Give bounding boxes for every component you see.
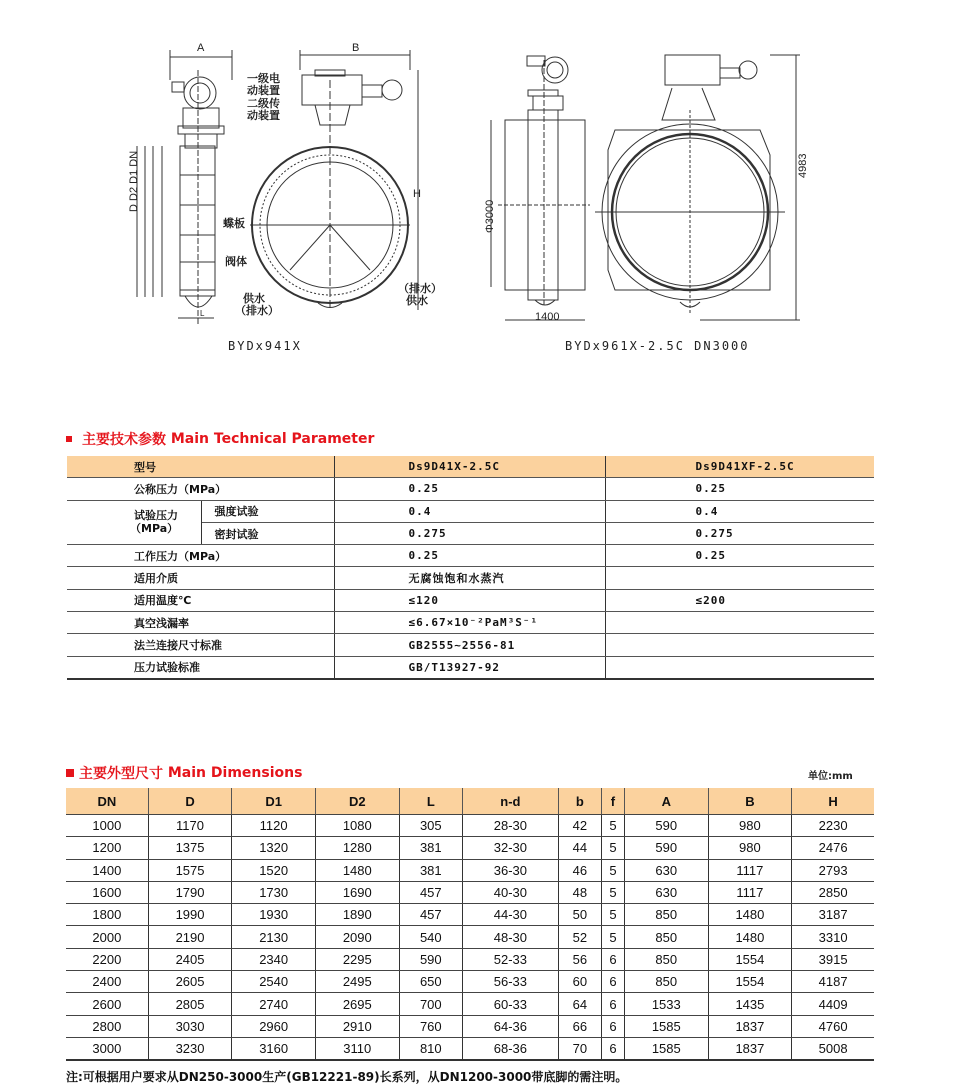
table-cell: 1120: [232, 815, 316, 837]
table-cell: 650: [399, 971, 462, 993]
table-cell: 5008: [792, 1037, 874, 1060]
column-header: D2: [315, 788, 399, 815]
table-cell: 630: [624, 881, 708, 903]
table-cell: 2230: [792, 815, 874, 837]
table-row: [67, 478, 874, 500]
table-cell: 1480: [708, 904, 792, 926]
table-cell: 56: [558, 948, 601, 970]
table-cell: 6: [601, 948, 624, 970]
table-cell: 1533: [624, 993, 708, 1015]
table-cell: 52-33: [463, 948, 559, 970]
table-row: [66, 904, 874, 926]
table-cell: 5: [601, 859, 624, 881]
table-cell: 56-33: [463, 971, 559, 993]
dimensions-header-row: [66, 788, 874, 815]
row-label: 试验压力 （MPa）: [67, 500, 201, 545]
table-cell: 810: [399, 1037, 462, 1060]
table-cell: 2960: [232, 1015, 316, 1037]
table-row: [67, 589, 874, 611]
valve-drawings-svg: [0, 0, 960, 400]
table-cell: 2850: [792, 881, 874, 903]
tech-params-title-en: Main Technical Parameter: [170, 431, 375, 447]
table-cell: 2600: [66, 993, 148, 1015]
table-cell: 1575: [148, 859, 232, 881]
tech-params-table: [67, 456, 874, 680]
table-cell: 2695: [315, 993, 399, 1015]
column-header: D: [148, 788, 232, 815]
table-cell: 3310: [792, 926, 874, 948]
table-cell: 6: [601, 993, 624, 1015]
table-cell: 1117: [708, 859, 792, 881]
table-cell: 590: [399, 948, 462, 970]
dimensions-table: [66, 788, 874, 1061]
table-cell: 2190: [148, 926, 232, 948]
row-value-1: 0.25: [334, 478, 605, 500]
table-cell: 70: [558, 1037, 601, 1060]
bullet-square-icon: [66, 769, 74, 777]
table-cell: 760: [399, 1015, 462, 1037]
dim-label-diameter: Φ3000: [484, 199, 496, 233]
right-side-view: [491, 56, 590, 320]
column-header: n-d: [463, 788, 559, 815]
table-cell: 1200: [66, 837, 148, 859]
table-cell: 1000: [66, 815, 148, 837]
table-cell: 1837: [708, 1037, 792, 1060]
table-cell: 6: [601, 1015, 624, 1037]
table-cell: 1400: [66, 859, 148, 881]
table-cell: 2340: [232, 948, 316, 970]
table-cell: 60: [558, 971, 601, 993]
table-cell: 2200: [66, 948, 148, 970]
table-cell: 1480: [315, 859, 399, 881]
table-cell: 540: [399, 926, 462, 948]
table-cell: 1790: [148, 881, 232, 903]
table-row: [66, 948, 874, 970]
label-primary-drive: 一级电 动装置: [247, 72, 280, 97]
table-cell: 3000: [66, 1037, 148, 1060]
table-cell: 2910: [315, 1015, 399, 1037]
table-cell: 1837: [708, 1015, 792, 1037]
table-cell: 1730: [232, 881, 316, 903]
table-row: [67, 634, 874, 656]
table-cell: 4187: [792, 971, 874, 993]
row-label: 适用介质: [67, 567, 334, 589]
table-cell: 3915: [792, 948, 874, 970]
row-sublabel: 强度试验: [201, 500, 334, 522]
table-cell: 6: [601, 1037, 624, 1060]
table-row: [66, 971, 874, 993]
table-cell: 4409: [792, 993, 874, 1015]
table-cell: 3230: [148, 1037, 232, 1060]
label-secondary-drive: 二级传 动装置: [247, 97, 280, 122]
label-disc: 蝶板: [223, 217, 245, 230]
label-body: 阀体: [225, 255, 247, 268]
table-cell: 2476: [792, 837, 874, 859]
table-cell: 1990: [148, 904, 232, 926]
table-cell: 64-36: [463, 1015, 559, 1037]
row-label: 法兰连接尺寸标准: [67, 634, 334, 656]
row-sublabel: 密封试验: [201, 522, 334, 544]
table-cell: 1800: [66, 904, 148, 926]
table-row: [66, 926, 874, 948]
row-value-1: GB2555~2556-81: [334, 634, 605, 656]
table-cell: 2000: [66, 926, 148, 948]
table-cell: 28-30: [463, 815, 559, 837]
table-cell: 5: [601, 926, 624, 948]
table-row: [66, 881, 874, 903]
dim-label-L: L: [200, 309, 205, 318]
label-drain-water-right: （排水） 供水: [398, 282, 442, 307]
table-cell: 850: [624, 904, 708, 926]
table-cell: 1520: [232, 859, 316, 881]
table-cell: 1375: [148, 837, 232, 859]
table-cell: 305: [399, 815, 462, 837]
table-cell: 3160: [232, 1037, 316, 1060]
table-cell: 68-36: [463, 1037, 559, 1060]
table-cell: 48-30: [463, 926, 559, 948]
row-label: 真空浅漏率: [67, 612, 334, 634]
dim-label-A: A: [197, 42, 205, 54]
table-cell: 2740: [232, 993, 316, 1015]
dim-label-B: B: [352, 42, 360, 54]
dim-label-width: 1400: [535, 311, 560, 323]
table-cell: 4760: [792, 1015, 874, 1037]
row-value-1: 0.4: [334, 500, 605, 522]
table-cell: 50: [558, 904, 601, 926]
tech-header-model2: Ds9D41XF-2.5C: [605, 456, 874, 478]
table-cell: 2805: [148, 993, 232, 1015]
table-cell: 1585: [624, 1037, 708, 1060]
table-cell: 1280: [315, 837, 399, 859]
row-label: 适用温度℃: [67, 589, 334, 611]
row-label: 压力试验标准: [67, 656, 334, 679]
bullet-square-icon: [66, 436, 72, 442]
unit-label: 单位:mm: [808, 771, 853, 782]
table-cell: 1435: [708, 993, 792, 1015]
table-cell: 381: [399, 859, 462, 881]
table-cell: 2800: [66, 1015, 148, 1037]
table-cell: 980: [708, 837, 792, 859]
table-cell: 64: [558, 993, 601, 1015]
table-cell: 457: [399, 881, 462, 903]
caption-right-drawing: BYDx961X-2.5C DN3000: [565, 339, 750, 353]
table-cell: 381: [399, 837, 462, 859]
table-cell: 42: [558, 815, 601, 837]
dimensions-title-en: Main Dimensions: [167, 765, 303, 781]
table-cell: 980: [708, 815, 792, 837]
table-cell: 1690: [315, 881, 399, 903]
table-cell: 5: [601, 881, 624, 903]
column-header: b: [558, 788, 601, 815]
row-value-2: [605, 634, 874, 656]
table-cell: 5: [601, 815, 624, 837]
table-cell: 5: [601, 837, 624, 859]
table-cell: 850: [624, 948, 708, 970]
table-cell: 52: [558, 926, 601, 948]
table-cell: 1320: [232, 837, 316, 859]
row-value-1: ≤6.67×10⁻²PaM³S⁻¹: [334, 612, 605, 634]
tech-params-title-cn: 主要技术参数: [82, 432, 166, 448]
table-cell: 6: [601, 971, 624, 993]
dim-label-H: H: [413, 188, 421, 200]
table-cell: 1170: [148, 815, 232, 837]
column-header: B: [708, 788, 792, 815]
row-value-2: 0.275: [605, 522, 874, 544]
table-cell: 60-33: [463, 993, 559, 1015]
table-cell: 66: [558, 1015, 601, 1037]
table-cell: 1890: [315, 904, 399, 926]
right-front-view: [595, 55, 800, 320]
row-value-2: 0.25: [605, 545, 874, 567]
label-supply-water-left: 供水 （排水）: [235, 292, 279, 317]
table-cell: 44: [558, 837, 601, 859]
row-value-2: [605, 656, 874, 679]
table-row: [67, 500, 874, 522]
table-cell: 44-30: [463, 904, 559, 926]
technical-drawings: [0, 0, 960, 400]
dimensions-title-cn: 主要外型尺寸: [79, 766, 163, 782]
tech-params-title: [66, 429, 374, 449]
table-cell: 1554: [708, 971, 792, 993]
table-cell: 630: [624, 859, 708, 881]
row-value-1: ≤120: [334, 589, 605, 611]
column-header: DN: [66, 788, 148, 815]
table-cell: 1480: [708, 926, 792, 948]
row-value-1: 0.25: [334, 545, 605, 567]
table-cell: 3030: [148, 1015, 232, 1037]
dim-label-D: D D2 D1 DN: [128, 150, 140, 212]
row-value-2: [605, 612, 874, 634]
table-cell: 590: [624, 837, 708, 859]
table-cell: 2540: [232, 971, 316, 993]
column-header: D1: [232, 788, 316, 815]
table-cell: 1585: [624, 1015, 708, 1037]
dimensions-title: [66, 763, 302, 783]
column-header: H: [792, 788, 874, 815]
row-value-1: 无腐蚀饱和水蒸汽: [334, 567, 605, 589]
row-label: 工作压力（MPa）: [67, 545, 334, 567]
table-cell: 48: [558, 881, 601, 903]
row-value-1: 0.275: [334, 522, 605, 544]
column-header: L: [399, 788, 462, 815]
table-cell: 1554: [708, 948, 792, 970]
table-row: [66, 837, 874, 859]
table-row: [66, 859, 874, 881]
table-row: [67, 612, 874, 634]
table-cell: 2405: [148, 948, 232, 970]
table-row: [66, 1037, 874, 1060]
left-side-view: [137, 50, 232, 325]
tech-header-label: 型号: [67, 456, 334, 478]
tech-header-model1: Ds9D41X-2.5C: [334, 456, 605, 478]
table-row: [66, 993, 874, 1015]
row-value-2: ≤200: [605, 589, 874, 611]
table-row: [67, 567, 874, 589]
table-cell: 2495: [315, 971, 399, 993]
table-cell: 46: [558, 859, 601, 881]
row-value-2: 0.25: [605, 478, 874, 500]
table-cell: 1080: [315, 815, 399, 837]
table-cell: 3110: [315, 1037, 399, 1060]
table-cell: 2130: [232, 926, 316, 948]
table-cell: 32-30: [463, 837, 559, 859]
table-row: [66, 815, 874, 837]
tech-header-row: [67, 456, 874, 478]
table-cell: 457: [399, 904, 462, 926]
table-cell: 5: [601, 904, 624, 926]
column-header: f: [601, 788, 624, 815]
footnote: 注:可根据用户要求从DN250-3000生产(GB12221-89)长系列，从DN1200-3000带底脚的需注明。: [66, 1070, 628, 1084]
row-value-2: 0.4: [605, 500, 874, 522]
dim-label-height: 4983: [797, 153, 809, 178]
table-cell: 2090: [315, 926, 399, 948]
row-value-2: [605, 567, 874, 589]
table-cell: 1930: [232, 904, 316, 926]
row-value-1: GB/T13927-92: [334, 656, 605, 679]
table-cell: 2295: [315, 948, 399, 970]
table-row: [66, 1015, 874, 1037]
table-cell: 1117: [708, 881, 792, 903]
table-cell: 2605: [148, 971, 232, 993]
table-cell: 700: [399, 993, 462, 1015]
table-row: [67, 656, 874, 679]
table-cell: 40-30: [463, 881, 559, 903]
table-cell: 3187: [792, 904, 874, 926]
table-cell: 2400: [66, 971, 148, 993]
table-cell: 850: [624, 971, 708, 993]
table-cell: 850: [624, 926, 708, 948]
row-label: 公称压力（MPa）: [67, 478, 334, 500]
table-cell: 2793: [792, 859, 874, 881]
table-row: [67, 545, 874, 567]
table-cell: 36-30: [463, 859, 559, 881]
column-header: A: [624, 788, 708, 815]
table-cell: 590: [624, 815, 708, 837]
table-cell: 1600: [66, 881, 148, 903]
caption-left-drawing: BYDx941X: [228, 339, 302, 353]
